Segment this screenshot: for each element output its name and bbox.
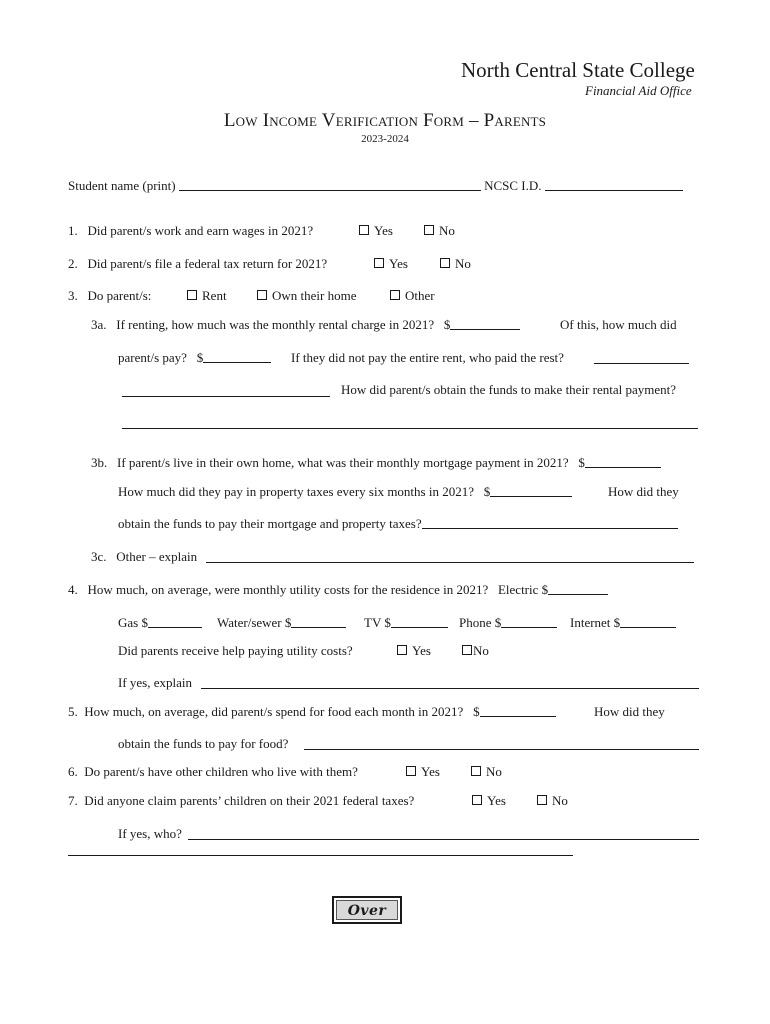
student-row xyxy=(68,178,683,194)
q5-funds-label: obtain the funds to pay for food? xyxy=(118,736,289,751)
q2-yes-option[interactable] xyxy=(374,256,408,272)
q5-text: 5. How much, on average, did parent/s spend for food each month in 2021? $ xyxy=(68,704,480,719)
q3b-taxes-label: How much did they pay in property taxes every six months in 2021? $ xyxy=(118,484,491,499)
q3-other-option[interactable] xyxy=(390,288,435,304)
question-3b xyxy=(91,455,661,471)
question-5 xyxy=(68,704,556,720)
q3c-text: 3c. Other – explain xyxy=(91,549,198,564)
q3-rent-option[interactable] xyxy=(187,288,227,304)
q4-tv xyxy=(364,615,448,631)
q3b-mortgage-field[interactable] xyxy=(585,455,661,468)
q4-gas-field[interactable] xyxy=(148,615,202,628)
q4-water-label: Water/sewer $ xyxy=(217,615,292,630)
q3a-rental-charge-field[interactable] xyxy=(450,317,520,330)
q1-yes-label: Yes xyxy=(374,223,393,238)
q3-own-checkbox[interactable] xyxy=(257,290,267,300)
student-name-field[interactable] xyxy=(179,178,481,191)
q3a-pay-label: parent/s pay? $ xyxy=(118,350,204,365)
q4-phone-label: Phone $ xyxy=(459,615,502,630)
q1-no-label: No xyxy=(439,223,455,238)
q4-no-option[interactable] xyxy=(462,643,489,659)
q4-explain-field[interactable] xyxy=(201,688,699,689)
q3-own-label: Own their home xyxy=(272,288,357,303)
q3b-line2 xyxy=(118,484,572,500)
q2-no-checkbox[interactable] xyxy=(440,258,450,268)
q7-who xyxy=(118,826,182,842)
question-3a xyxy=(91,317,520,333)
q4-explain-label: If yes, explain xyxy=(118,675,193,690)
q1-yes-checkbox[interactable] xyxy=(359,225,369,235)
q7-no-label: No xyxy=(552,793,568,808)
question-7: 7. Did anyone claim parents’ children on their 2021 federal taxes? xyxy=(68,793,415,808)
q3-rent-label: Rent xyxy=(202,288,227,303)
q3b-how-label: How did they xyxy=(608,484,679,499)
q4-gas xyxy=(118,615,202,631)
q2-no-option[interactable] xyxy=(440,256,471,272)
q5-line2 xyxy=(118,736,288,752)
q3-other-label: Other xyxy=(405,288,435,303)
q4-yes-label: Yes xyxy=(412,643,431,658)
q3-other-checkbox[interactable] xyxy=(390,290,400,300)
question-4 xyxy=(68,582,608,598)
q7-yes-checkbox[interactable] xyxy=(472,795,482,805)
q4-phone-field[interactable] xyxy=(501,615,557,628)
over-button-label: Over xyxy=(336,900,398,920)
q4-help-question: Did parents receive help paying utility costs? xyxy=(118,643,353,658)
q5-food-field[interactable] xyxy=(480,704,556,717)
q3a-parent-pay-field[interactable] xyxy=(203,350,271,363)
q2-no-label: No xyxy=(455,256,471,271)
q2-yes-checkbox[interactable] xyxy=(374,258,384,268)
q3a-who-paid-field-cont[interactable] xyxy=(122,396,330,397)
q4-electric-field[interactable] xyxy=(548,582,608,595)
q3b-line3 xyxy=(118,516,678,532)
q4-text: 4. How much, on average, were monthly utility costs for the residence in 2021? Electric $ xyxy=(68,582,549,597)
q6-yes-label: Yes xyxy=(421,764,440,779)
q5-how-label: How did they xyxy=(594,704,665,719)
q3a-line2 xyxy=(118,350,271,366)
form-year: 2023-2024 xyxy=(361,133,409,145)
question-1: 1. Did parent/s work and earn wages in 2021? xyxy=(68,223,314,238)
q3-rent-checkbox[interactable] xyxy=(187,290,197,300)
q1-yes-option[interactable] xyxy=(359,223,393,239)
q6-no-label: No xyxy=(486,764,502,779)
q4-no-checkbox[interactable] xyxy=(462,645,472,655)
q4-water-field[interactable] xyxy=(291,615,346,628)
q3-own-option[interactable] xyxy=(257,288,356,304)
q6-yes-option[interactable] xyxy=(406,764,440,780)
q3a-funds-field[interactable] xyxy=(122,428,698,429)
q7-who-field-cont[interactable] xyxy=(68,855,573,856)
q7-who-field[interactable] xyxy=(188,839,699,840)
q7-yes-label: Yes xyxy=(487,793,506,808)
q4-internet-field[interactable] xyxy=(620,615,676,628)
q5-funds-field[interactable] xyxy=(304,749,699,750)
q3a-who-paid-label: If they did not pay the entire rent, who paid the rest? xyxy=(291,350,564,365)
q3b-taxes-field[interactable] xyxy=(490,484,572,497)
q7-who-label: If yes, who? xyxy=(118,826,182,841)
q4-tv-field[interactable] xyxy=(391,615,448,628)
q3b-text: 3b. If parent/s live in their own home, what was their monthly mortgage payment in 2021? $ xyxy=(91,455,585,470)
q3a-cont: Of this, how much did xyxy=(560,317,677,332)
q3b-funds-label: obtain the funds to pay their mortgage and property taxes? xyxy=(118,516,422,531)
q4-yes-option[interactable] xyxy=(397,643,431,659)
q4-tv-label: TV $ xyxy=(364,615,391,630)
q2-yes-label: Yes xyxy=(389,256,408,271)
student-name-label: Student name (print) xyxy=(68,178,176,193)
q3a-who-paid xyxy=(291,350,564,366)
over-button[interactable] xyxy=(332,896,402,924)
q4-gas-label: Gas $ xyxy=(118,615,148,630)
q4-water xyxy=(217,615,346,631)
form-title: Low Income Verification Form – Parents xyxy=(223,110,547,131)
q6-yes-checkbox[interactable] xyxy=(406,766,416,776)
q4-internet-label: Internet $ xyxy=(570,615,621,630)
q3b-funds-field[interactable] xyxy=(422,516,678,529)
q4-yes-checkbox[interactable] xyxy=(397,645,407,655)
q4-explain xyxy=(118,675,192,691)
q7-no-checkbox[interactable] xyxy=(537,795,547,805)
q1-no-checkbox[interactable] xyxy=(424,225,434,235)
question-3c xyxy=(91,549,197,565)
q4-internet xyxy=(570,615,676,631)
q6-no-option[interactable] xyxy=(471,764,502,780)
college-name: North Central State College xyxy=(461,58,695,82)
student-id-field[interactable] xyxy=(545,178,683,191)
question-3: 3. Do parent/s: xyxy=(68,288,152,303)
q3a-who-paid-field[interactable] xyxy=(594,363,689,364)
q3c-explain-field[interactable] xyxy=(206,562,694,563)
q3a-text: 3a. If renting, how much was the monthly rental charge in 2021? $ xyxy=(91,317,451,332)
q4-no-label: No xyxy=(473,643,489,658)
q1-no-option[interactable] xyxy=(424,223,455,239)
student-id-label: NCSC I.D. xyxy=(484,178,542,193)
q4-phone xyxy=(459,615,557,631)
q3a-funds-question: How did parent/s obtain the funds to make their rental payment? xyxy=(341,382,677,397)
office-name: Financial Aid Office xyxy=(585,83,692,98)
question-2: 2. Did parent/s file a federal tax return for 2021? xyxy=(68,256,328,271)
q6-no-checkbox[interactable] xyxy=(471,766,481,776)
q7-yes-option[interactable] xyxy=(472,793,506,809)
q7-no-option[interactable] xyxy=(537,793,568,809)
question-6: 6. Do parent/s have other children who live with them? xyxy=(68,764,358,779)
